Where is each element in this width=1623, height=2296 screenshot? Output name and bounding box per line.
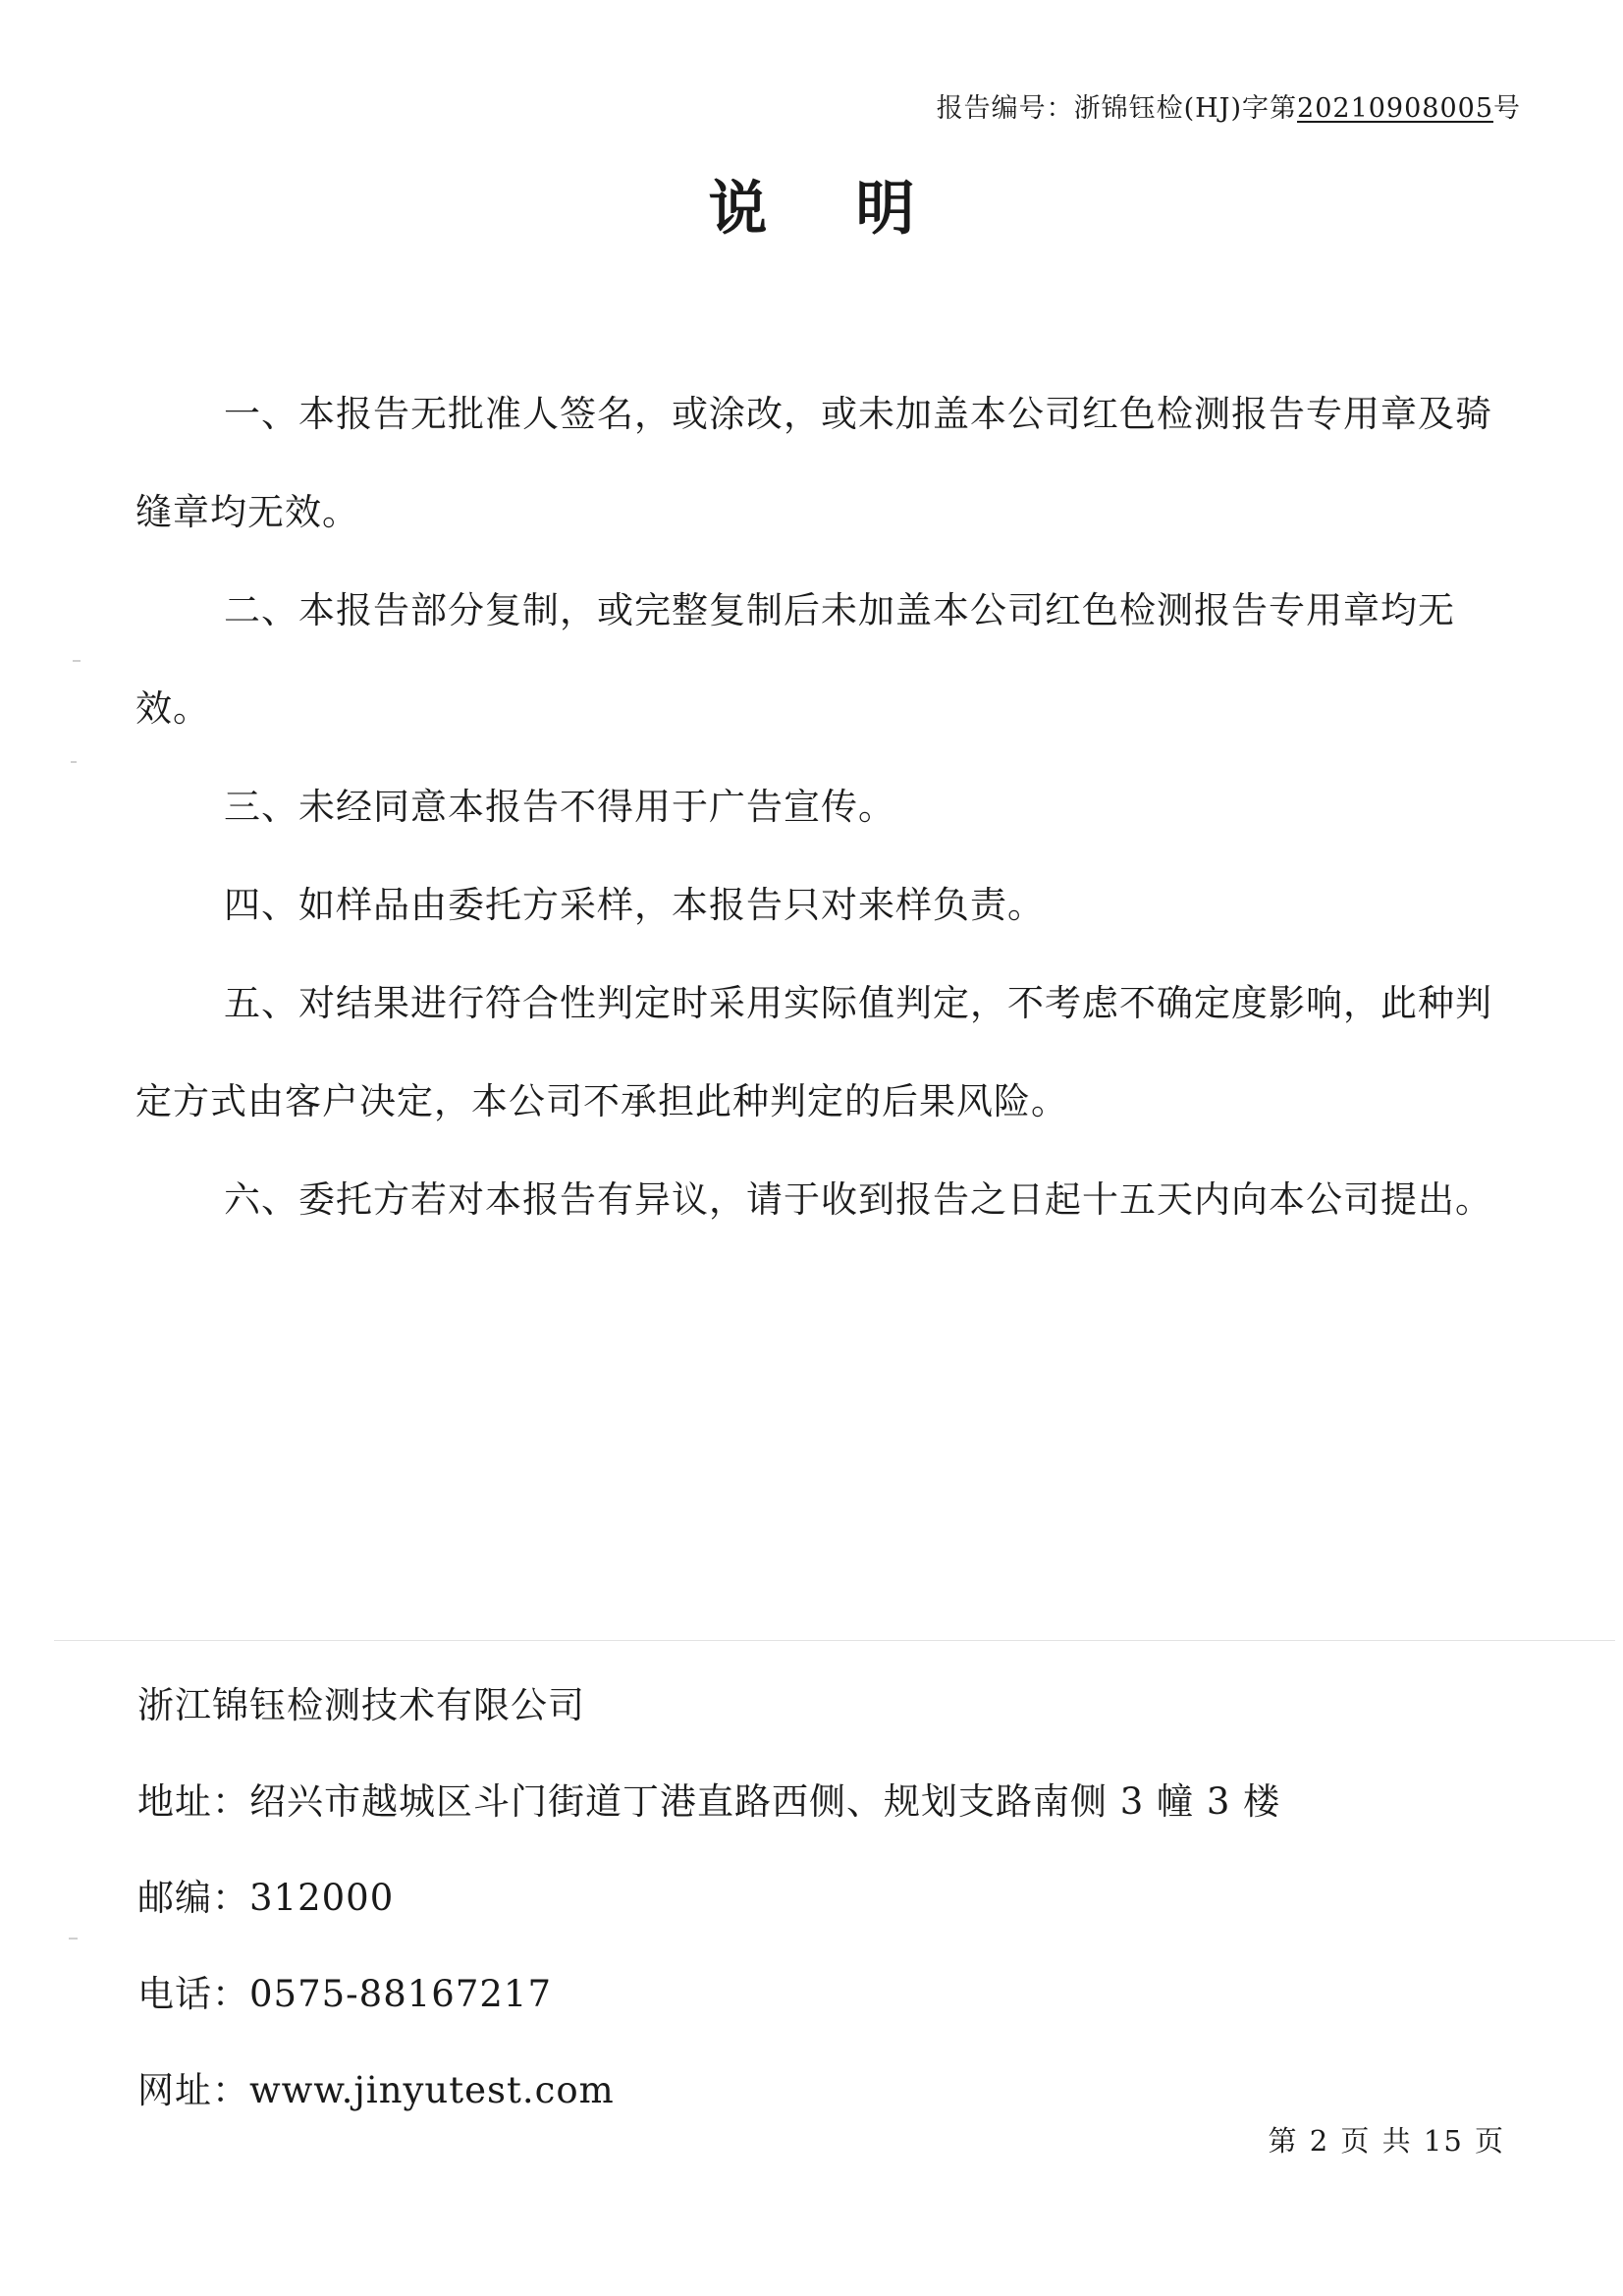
report-number-suffix: 号 bbox=[1493, 93, 1521, 124]
report-number-value: 20210908005 bbox=[1297, 93, 1493, 124]
clause-5: 五、对结果进行符合性判定时采用实际值判定，不考虑不确定度影响，此种判定方式由客户决定，本公司不承担此种判定的后果风险。 bbox=[135, 982, 1492, 1122]
clause-1: 一、本报告无批准人签名，或涂改，或未加盖本公司红色检测报告专用章及骑缝章均无效。 bbox=[135, 393, 1492, 533]
scan-speck bbox=[71, 761, 77, 763]
company-website: 网址：www.jinyutest.com bbox=[137, 2069, 615, 2111]
report-number-line bbox=[937, 86, 1521, 125]
scan-speck bbox=[69, 1938, 78, 1940]
page-number: 第 2 页 共 15 页 bbox=[1268, 2124, 1505, 2158]
company-phone: 电话：0575-88167217 bbox=[137, 1973, 552, 2015]
company-info bbox=[137, 1658, 1512, 2139]
clause-4: 四、如样品由委托方采样，本报告只对来样负责。 bbox=[224, 884, 1045, 926]
clause-list bbox=[135, 365, 1510, 1249]
company-postcode: 邮编：312000 bbox=[137, 1877, 395, 1919]
report-number-prefix: 报告编号：浙锦钰检(HJ)字第 bbox=[936, 93, 1298, 124]
clause-6: 六、委托方若对本报告有异议，请于收到报告之日起十五天内向本公司提出。 bbox=[224, 1178, 1492, 1221]
page-title: 说明 bbox=[708, 175, 1003, 244]
company-name: 浙江锦钰检测技术有限公司 bbox=[137, 1684, 585, 1726]
clause-3: 三、未经同意本报告不得用于广告宣传。 bbox=[224, 786, 895, 828]
company-address: 地址：绍兴市越城区斗门街道丁港直路西侧、规划支路南侧 3 幢 3 楼 bbox=[137, 1780, 1281, 1823]
scan-speck bbox=[73, 660, 81, 662]
clause-2: 二、本报告部分复制，或完整复制后未加盖本公司红色检测报告专用章均无效。 bbox=[135, 589, 1455, 730]
section-divider bbox=[54, 1640, 1615, 1641]
